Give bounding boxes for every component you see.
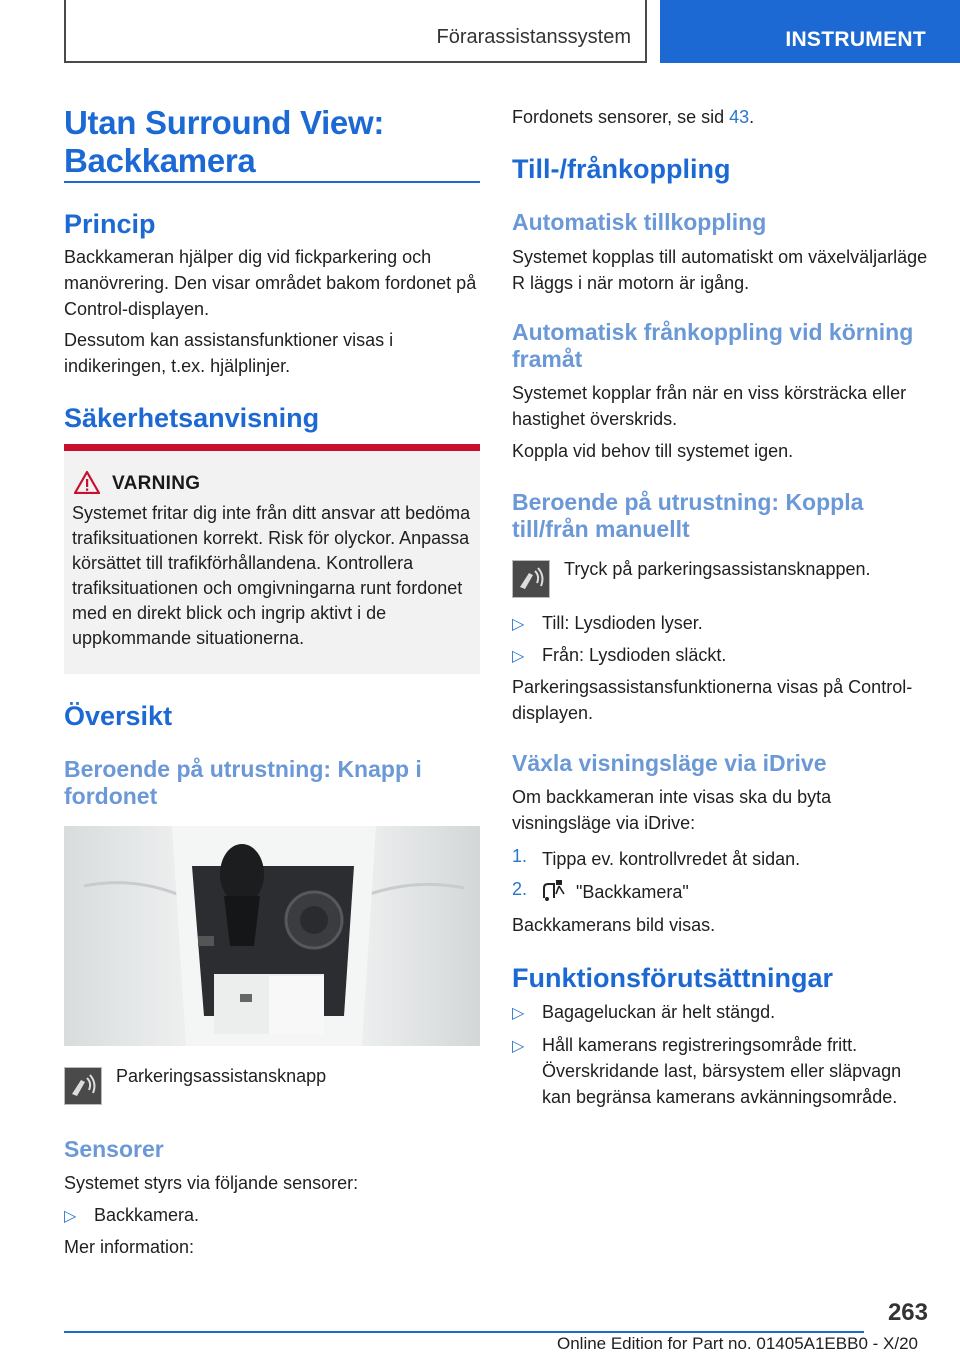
requirements-item-2: Håll kamerans registreringsområde fritt. Överskridande last, bärsystem eller släpvagn kan begränsa kamerans avkänningsområde. [542,1035,902,1107]
manual-bullet-2: ▷ [512,648,525,665]
idrive-result: Backkamerans bild visas. [512,915,716,935]
auto-on-heading: Automatisk tillkoppling [512,209,767,235]
parking-sensor-icon [513,561,549,597]
step-1-text: Tippa ev. kontrollvredet åt sidan. [542,849,801,869]
warning-title: VARNING [112,473,201,494]
manual-item-off: Från: Lysdioden släckt. [542,645,727,665]
overview-subheading: Beroende på utrustning: Knapp i fordonet [64,756,422,809]
sensors-reference-end: . [749,107,755,127]
coupling-heading: Till-/frånkoppling [512,154,731,184]
manual-instruction: Tryck på parkeringsassistansknappen. [564,559,871,579]
footer-rule [64,1331,864,1333]
page-link-43[interactable]: 43 [729,107,750,127]
manual-bullet-1: ▷ [512,616,525,633]
idrive-heading: Växla visningsläge via iDrive [512,750,827,776]
manual-after: Parkeringsassistansfunktionerna visas på Control-displayen. [512,677,913,723]
step-2-text: "Backkamera" [576,882,689,902]
center-console-photo [64,826,480,1046]
parking-sensor-icon [65,1068,101,1104]
page-number: 263 [887,1299,928,1326]
principle-heading: Princip [64,209,156,239]
sensors-more-info: Mer information: [64,1237,195,1257]
warning-triangle-icon [74,471,100,494]
idrive-intro: Om backkameran inte visas ska du byta visningsläge via iDrive: [512,787,832,833]
requirements-bullet-2: ▷ [512,1038,525,1055]
parking-assist-caption: Parkeringsassistansknapp [116,1066,327,1086]
sensors-reference-text: Fordonets sensorer, se sid [512,107,730,127]
rear-camera-icon [542,878,568,902]
sensors-bullet: ▷ [64,1208,77,1225]
principle-paragraph-2: Dessutom kan assistansfunktioner visas i indikeringen, t.ex. hjälplinjer. [64,330,394,376]
auto-off-heading: Automatisk frånkoppling vid körning framåt [512,319,914,372]
gear-selector-illustration [64,826,480,1046]
auto-off-paragraph-1: Systemet kopplar från när en viss körsträcka eller hastighet överskrids. [512,383,907,429]
overview-heading: Översikt [64,701,173,731]
parking-assist-button-icon [64,1067,102,1105]
sensors-intro: Systemet styrs via följande sensorer: [64,1173,359,1193]
manual-item-on: Till: Lysdioden lyser. [542,613,703,633]
header-section-box [64,0,647,63]
sensors-item: Backkamera. [94,1205,200,1225]
footer-edition: Online Edition for Part no. 01405A1EBB0 - X/20 [556,1334,918,1353]
principle-paragraph-1: Backkameran hjälper dig vid fickparkering och manövrering. Den visar området bakom fordonet på Control-displayen. [64,247,477,319]
header-section-title: Förarassistanssystem [436,26,631,48]
requirements-heading: Funktionsförutsättningar [512,963,833,993]
step-2-number: 2. [512,879,528,899]
safety-heading: Säkerhetsanvisning [64,403,320,433]
page-title: Utan Surround View: Backkamera [64,104,385,179]
parking-assist-button-icon-2 [512,560,550,598]
warning-box [64,444,480,674]
auto-on-text: Systemet kopplas till automatiskt om växelväljarläge R läggs i när motorn är igång. [512,247,928,293]
header-tab-label: INSTRUMENT [785,28,926,51]
title-rule [64,181,480,183]
header-tab-instrument[interactable] [660,0,960,63]
manual-heading: Beroende på utrustning: Koppla till/från manuellt [512,489,864,542]
requirements-bullet-1: ▷ [512,1005,525,1022]
sensors-reference [512,104,928,130]
warning-bar [64,444,480,451]
auto-off-paragraph-2: Koppla vid behov till systemet igen. [512,441,794,461]
requirements-item-1: Bagageluckan är helt stängd. [542,1002,776,1022]
warning-text: Systemet fritar dig inte från ditt ansvar att bedöma trafiksituationen korrekt. Risk för olyckor. Anpassa körsättet till trafikförhållandena. Kontrollera trafiksituationen och omgivningarna runt fordonet med en direkt blick och ingrip aktivt i de uppkommande situationerna. [72,503,471,648]
sensors-heading: Sensorer [64,1136,164,1162]
step-1-number: 1. [512,846,528,866]
